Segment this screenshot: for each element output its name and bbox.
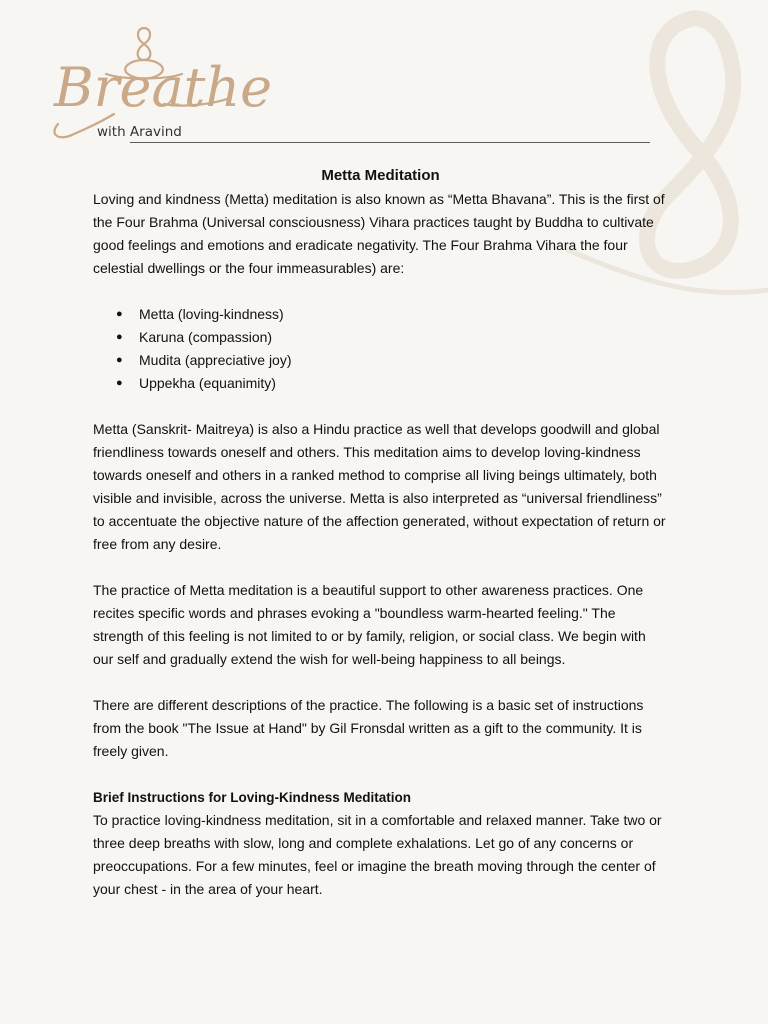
instructions-paragraph: To practice loving-kindness meditation, sit in a comfortable and relaxed manner. Take two or three deep breaths with slow, long and complete exhalations. Let go of any concerns or preoccupations. For a few minutes, feel or imagine the breath moving through the center of your chest - in the area of your heart. xyxy=(93,812,662,897)
logo-subtitle: with Aravind xyxy=(97,124,182,140)
intro-paragraph: Loving and kindness (Metta) meditation is also known as “Metta Bhavana”. This is the first of the Four Brahma (Universal consciousness) Vihara practices taught by Buddha to cultivate good feelings and emotions and eradicate negativity. The Four Brahma Vihara the four celestial dwellings or the four immeasurables) are: xyxy=(93,191,665,276)
document-body xyxy=(93,166,668,901)
practice-paragraph: The practice of Metta meditation is a beautiful support to other awareness practices. One recites specific words and phrases evoking a "boundless warm-hearted feeling." The strength of this feeling is not limited to or by family, religion, or social class. We begin with our self and gradually extend the wish for well-being happiness to all beings. xyxy=(93,582,646,667)
header-divider xyxy=(130,142,650,143)
metta-sanskrit-paragraph: Metta (Sanskrit- Maitreya) is also a Hindu practice as well that develops goodwill and global friendliness towards oneself and others. This meditation aims to develop loving-kindness towards oneself and others in a ranked method to comprise all living beings ultimately, both visible and invisible, across the universe. Metta is also interpreted as “universal friendliness” to accentuate the objective nature of the affection generated, without expectation of return or free from any desire. xyxy=(93,421,666,552)
list-item: ● Karuna (compassion) xyxy=(93,326,668,349)
page-title: Metta Meditation xyxy=(321,167,440,184)
breathe-logo xyxy=(44,24,273,148)
list-item: ● Mudita (appreciative joy) xyxy=(93,349,668,372)
list-item: ● Uppekha (equanimity) xyxy=(93,372,668,395)
logo-wordmark: Breathe xyxy=(54,56,273,119)
list-item: ● Metta (loving-kindness) xyxy=(93,303,668,326)
descriptions-paragraph: There are different descriptions of the practice. The following is a basic set of instructions from the book "The Issue at Hand" by Gil Fronsdal written as a gift to the community. It is freely given. xyxy=(93,697,644,759)
instructions-heading: Brief Instructions for Loving-Kindness Meditation xyxy=(93,790,412,805)
immeasurables-list xyxy=(93,303,668,395)
